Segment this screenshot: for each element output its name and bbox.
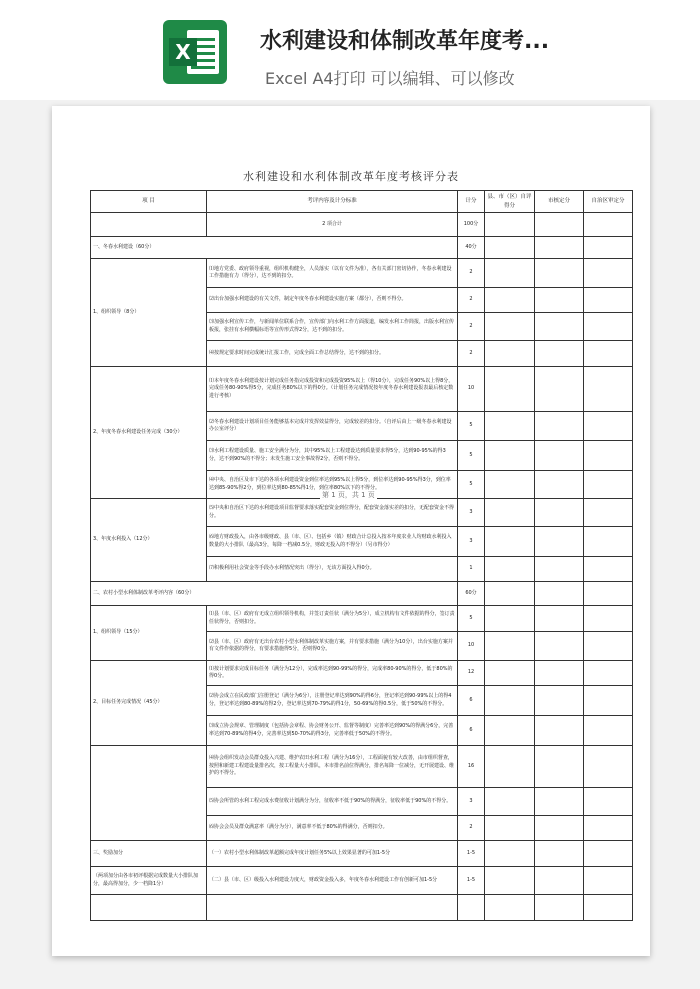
criteria-text: ⑴地方党委、政府领导重视，组织机构健全，人员落实（以有文件为准），各有关部门密切协作，冬春水利建设工作措施有力（得分），达不到的扣分。 [207, 259, 458, 288]
header-content: 考评内容及计分标准 [207, 191, 458, 213]
criteria-score: 1-5 [458, 867, 485, 895]
criteria-text: ⑵出台加强水利建设的有关文件，制定年度冬春水利建设实施方案（都分），否则不得分。 [207, 288, 458, 313]
criteria-score: 2 [458, 288, 485, 313]
criteria-score: 3 [458, 499, 485, 527]
section-row [91, 237, 633, 259]
criteria-score: 10 [458, 632, 485, 661]
file-subtitle: Excel A4打印 可以编辑、可以修改 [265, 69, 515, 88]
header-score: 计分 [458, 191, 485, 213]
page-number-watermark: 第 1 页，共 1 页 [322, 491, 375, 499]
criteria-text: ⑶加强水利宣传工作，与新闻单位联系合作，宣传部门向水利工作方面报道，编发水利工作简报，出版水利宣传板报，张挂有水利横幅标语等宣传形式得2分，达不到的扣分。 [207, 313, 458, 341]
document-preview [52, 106, 650, 956]
table-row [91, 661, 633, 686]
criteria-score: 1-5 [458, 841, 485, 867]
criteria-score: 2 [458, 341, 485, 367]
criteria-score: 2 [458, 259, 485, 288]
section-label: 一、冬春水利建设（60分） [91, 237, 458, 259]
file-title: 水利建设和体制改革年度考... [260, 29, 550, 54]
criteria-score: 2 [458, 313, 485, 341]
criteria-text: ⑴本年度冬春水利建设按计划完成任务指完成投资和完成投资95%以上（得10分），完成任务90%以上得8分，完成任务80-90%得5分，完成任务80%以下的得0分。（计划任务完成情况按年度冬春水利建设报表最后核定数进行考核） [207, 367, 458, 412]
page-header [0, 0, 700, 100]
excel-icon [163, 20, 227, 84]
criteria-score: 12 [458, 661, 485, 686]
scoring-table [90, 190, 633, 921]
section-label: 二、农村小型水利体制改革考评内容（60分） [91, 582, 458, 606]
criteria-text: （二）县（市、区）级投入水利建设力度大，财政资金投入多，年度冬春水利建设工作有创新可加1-5分 [207, 867, 458, 895]
section-score: 40分 [458, 237, 485, 259]
criteria-score: 3 [458, 788, 485, 816]
table-row [91, 499, 633, 527]
criteria-text: ⑷中央、自治区及市下达的各项水利建设资金到位率达到95%以上得5分，到位率达到90-95%得3分，到位率达到85-90%得2分，到位率达到80-85%得1分，到位率80%以下的不得分。 [207, 471, 458, 499]
table-row [91, 841, 633, 867]
criteria-text: ⑵冬春水利建设计划项目任务能够基本完成并发挥效益得分，完成较差的扣分。（自评后由上一级冬春水利建设办公室评分） [207, 412, 458, 441]
criteria-text: ⑶水利工程建设质量、施工安全满分为分，其中95%以上工程建设达到质量要求得5分，达到90-95%的得3分，达不到90%的不得分；未发生施工安全事故得2分，否则不得分。 [207, 441, 458, 471]
criteria-score: 5 [458, 471, 485, 499]
criteria-text: ⑵协会成立在民政部门注册登记（满分为6分），注册登记率达到90%的得6分，登记率达到90-99%以上的得4分，登记率达到80-89%的得2分，登记率达到70-79%的得1分，50-69%的得0.5分，低于50%的不得分。 [207, 686, 458, 716]
document-title: 水利建设和水利体制改革年度考核评分表 [243, 170, 459, 183]
table-row [91, 367, 633, 412]
criteria-text: ⑸中央和自治区下达的水利建设项目监督要求落实配套资金到位得分，配套资金落实差的扣分，无配套资金不得分。 [207, 499, 458, 527]
criteria-text: （一）农村小型水利体制改革超额完成年度计划任务5%以上效果显著的可加1-5分 [207, 841, 458, 867]
criteria-text: ⑶成立协会规章、管理制度（包括协会章程、协会财务公开、监督等制度）完善率达到90%的得满分6分，完善率达到70-89%的得4分，完善率达到50-70%的得3分，完善率低于50%的不得分。 [207, 716, 458, 746]
criteria-score: 10 [458, 367, 485, 412]
excel-x-letter: X [169, 38, 197, 66]
criteria-score: 16 [458, 746, 485, 788]
section-row [91, 582, 633, 606]
table-row [91, 606, 633, 632]
section-label: 三、奖励加分 [91, 841, 207, 867]
table-row [91, 895, 633, 921]
criteria-score: 5 [458, 606, 485, 632]
criteria-score: 1 [458, 557, 485, 582]
criteria-score: 3 [458, 527, 485, 557]
table-row [91, 213, 633, 237]
criteria-text: ⑴按计划要求完成目标任务（满分为12分），完成率达到90-99%的得分，完成率80-90%的得分，低于80%的得0分。 [207, 661, 458, 686]
criteria-text: ⑺积极利用社会资金等手段办水利情况突出（得分），无该方面投入得0分。 [207, 557, 458, 582]
criteria-text: ⑴县（市、区）政府有无成立组织领导机构，并签订责任状（满分为5分），成立机构有文件依据的得分，签订责任状得分，否则扣分。 [207, 606, 458, 632]
group-label: 1、组织领导（15分） [91, 606, 207, 661]
table-row [91, 867, 633, 895]
section-score: 60分 [458, 582, 485, 606]
group-label: 3、年度水利投入（12分） [91, 499, 207, 582]
criteria-score: 6 [458, 686, 485, 716]
criteria-text: ⑵县（市、区）政府有无出台农村小型水利体制改革实施方案，并有要求措施（满分为10分），出台实施方案并有文件作依据的得分，有要求措施得5分，否则得0分。 [207, 632, 458, 661]
table-row [91, 259, 633, 288]
header-item: 项 目 [91, 191, 207, 213]
header-region-score: 自治区审定分 [584, 191, 633, 213]
total-label: 2 项合计 [207, 213, 458, 237]
total-score: 100分 [458, 213, 485, 237]
criteria-score: 5 [458, 412, 485, 441]
criteria-score: 6 [458, 716, 485, 746]
bonus-note: （两项加分由各市初评根据完成数量大小排队加分，最高得加分，少一档降1分） [91, 867, 207, 895]
criteria-text: ⑷按规定要求时间完成统计汇报工作，完成全面工作总结得分，达不到的扣分。 [207, 341, 458, 367]
criteria-score: 2 [458, 816, 485, 841]
criteria-text: ⑹协会会员及群众满意率（满分为分），满意率不低于80%的得满分，否则扣分。 [207, 816, 458, 841]
group-label: 1、组织领导（8分） [91, 259, 207, 367]
group-label: 2、目标任务完成情况（45分） [91, 661, 207, 746]
criteria-text: ⑸协会所管的水利工程完成水费征收计划满分为分，征收率不低于90%的得满分，征收率低于90%的不得分。 [207, 788, 458, 816]
header-self-score: 县、市（区）自评得分 [485, 191, 535, 213]
table-row [91, 746, 633, 788]
group-label: 2、年度冬春水利建设任务完成（30分） [91, 367, 207, 499]
header-city-score: 市核定分 [535, 191, 584, 213]
criteria-text: ⑹地方财政投入，由各市级财政、县（市、区）、包括乡（镇）财政合计总投入按本年度农业人均财政水利投入数量的大小排队（最高3分，每降一档减0.5分，财政无投入的不得分）（另市得分） [207, 527, 458, 557]
criteria-text: ⑷协会组织发动会员群众投入兴建、维护农田水利工程（满分为16分），工程面貌有较大改善，由市组织督查，按照和新建工程建设量排名次，按工程量大小排队，本市排名前位得满分，排名每降一位减分，无开展建设、维护的不得分。 [207, 746, 458, 788]
criteria-score: 5 [458, 441, 485, 471]
table-header-row [91, 191, 633, 213]
